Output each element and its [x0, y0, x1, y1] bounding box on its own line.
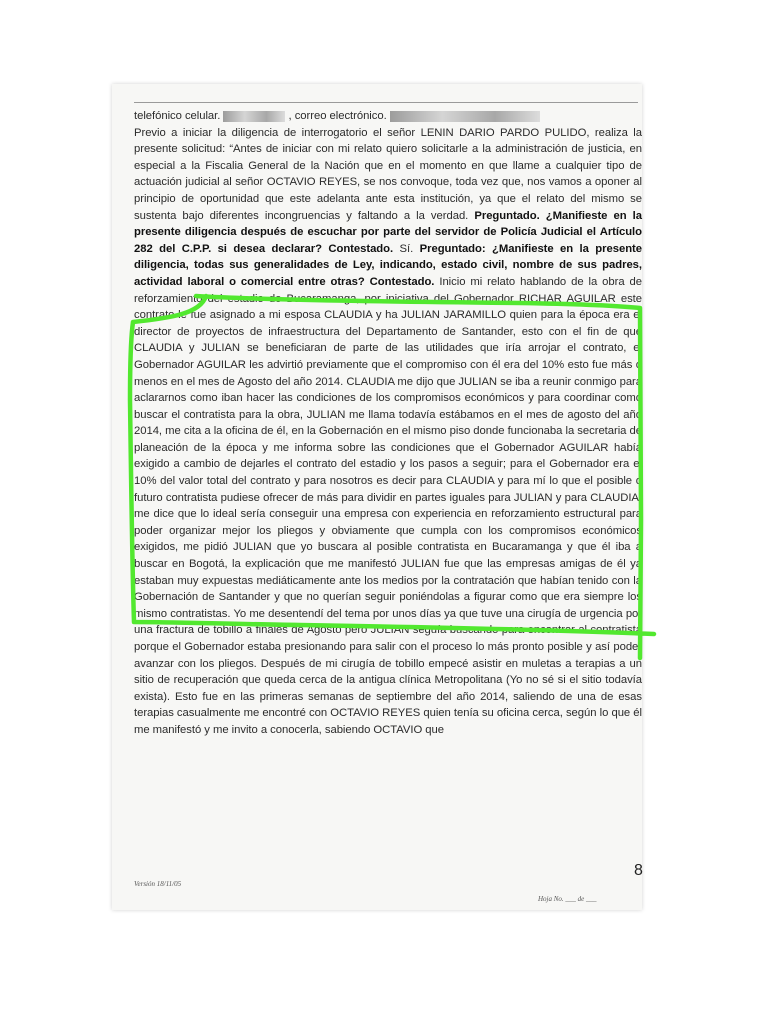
footer-page-number: Hoja No. ___ de ___	[538, 895, 597, 903]
redacted-phone-email-block	[390, 111, 540, 122]
footer-version: Versión 18/11/05	[134, 880, 182, 888]
handwritten-page-mark: 8	[634, 862, 643, 879]
document-body-text	[134, 108, 642, 739]
narrative-text-run: Inicio mi relato hablando de la obra de reforzamiento del estadio de Bucaramanga, por iniciativa del Gobernador RICHAR AGUILAR este contrato le fue asignado a mi esposa CLAUDIA y ha JULIAN JARAMILLO quien para la época era el director de proyectos de infraestructura del Departamento de Santander, esto con el fin de que CLAUDIA y JULIAN se beneficiaran de parte de las utilidades que iría arrojar el contrato, el Gobernador AGUILAR les advirtió previamente que el compromiso con él era del 10% esto fue más o menos en el mes de Agosto del año 2014. CLAUDIA me dijo que JULIAN se iba a reunir conmigo para aclararnos como iban hacer las condiciones de los compromisos económicos y para coordinar como buscar el contratista para la obra, JULIAN me llama todavía estábamos en el mes de agosto del año 2014, me cita a la oficina de él, en la Gobernación en el mismo piso donde funcionaba la secretaria de planeación de la época y me informa sobre las condiciones que el Gobernador AGUILAR había exigido a cambio de dejarles el contrato del estadio y los pasos a seguir; para el Gobernador era el 10% del valor total del contrato y para nosotros es decir para CLAUDIA y para mí lo que el posible o futuro contratista pudiese ofrecer de más para dividir en partes iguales para JULIAN y para CLAUDIA, me dice que lo ideal sería conseguir una empresa con experiencia en reforzamiento estructural para poder organizar mejor los pliegos y obviamente que cumpla con los compromisos económicos exigidos, me pidió JULIAN que yo buscara al posible contratista en Bucaramanga y que él iba a buscar en Bogotá, la explicación que me manifestó JULIAN fue que las empresas amigas de él ya estaban muy expuestas mediáticamente ante los medios por la contratación que habían tenido con la Gobernación de Santander y que no querían seguir poniéndolas a figurar como que era siempre los mismo contratistas. Yo me desentendí del tema por unos días ya que tuve una cirugía de urgencia por una fractura de tobillo a finales de Agosto pero JULIAN seguía buscando para encontrar al contratista porque el Gobernador estaba presionando para salir con el proceso lo más pronto posible y así poder avanzar con los pliegos. Después de mi cirugía de tobillo empecé asistir en muletas a terapias a un sitio de recuperación que queda cerca de la antigua clínica Metropolitana (Yo no sé si el sitio todavía exista). Esto fue en las primeras semanas de septiembre del año 2014, saliendo de una de esas terapias casualmente me encontré con OCTAVIO REYES quien tenía su oficina cerca, según lo que él me manifestó y me invito a conocerla, sabiendo OCTAVIO que	[134, 275, 643, 736]
question-bold-run: Preguntado. ¿Manifieste en la presente diligencia después de escuchar por parte del servidor de Policía Judicial el Artículo 282 del C.P.P. si desea declarar? Contestado.	[134, 209, 642, 255]
header-rule	[134, 102, 638, 103]
narrative-text-run: , correo electrónico.	[285, 110, 390, 122]
question-bold-run: Preguntado: ¿Manifieste en la presente diligencia, todas sus generalidades de Ley, indicando, estado civil, nombre de sus padres, actividad laboral o comercial entre otras? Contestado.	[134, 242, 642, 288]
narrative-text-run: telefónico celular.	[134, 110, 224, 122]
narrative-text-run: Previo a iniciar la diligencia de interrogatorio el señor LENIN DARIO PARDO PULIDO, realiza la presente solicitud: “Antes de iniciar con mi relato quiero solicitarle a la administración de justicia, en especial a la Fiscalia General de la Nación que en el momento en que llame a cualquier tipo de actuación judicial al señor OCTAVIO REYES, se nos convoque, toda vez que, nos vamos a oponer al principio de oportunidad que este adelanta ante esta institución, ya que el relato del mismo se sustenta bajo diferentes incongruencias y faltando a la verdad.	[134, 126, 642, 222]
redacted-phone-email-block	[223, 111, 285, 122]
narrative-text-run: Sí.	[393, 242, 420, 255]
